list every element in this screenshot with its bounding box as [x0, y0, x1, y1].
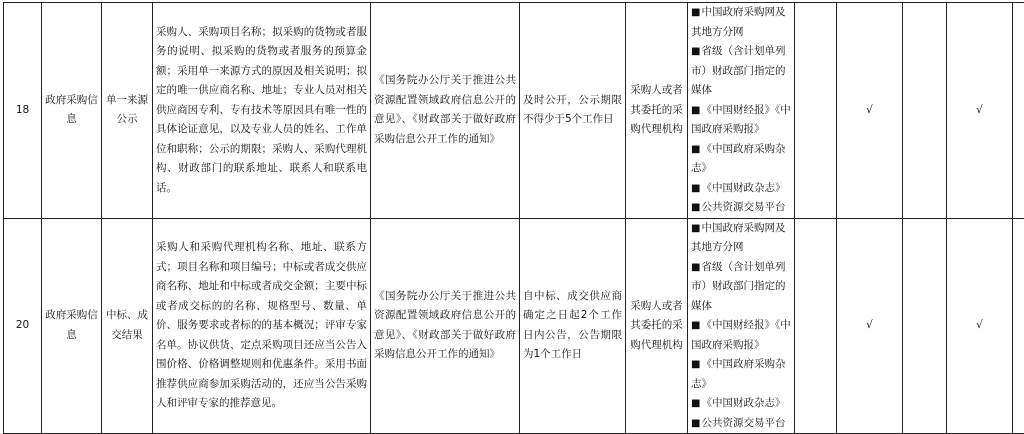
disclosure-channels [688, 3, 795, 219]
channel-item: ■中国政府采购网及其地方分网 [691, 219, 791, 258]
checkmark-cell: √ [837, 218, 903, 434]
channel-item: ■公共资源交易平台 [691, 198, 791, 218]
square-bullet-icon: ■ [691, 105, 700, 116]
scope-cell [903, 3, 947, 219]
info-item: 中标、成交结果 [102, 218, 153, 434]
square-bullet-icon: ■ [691, 183, 700, 194]
square-bullet-icon: ■ [691, 223, 700, 234]
channel-item: ■《中国政府采购杂志》 [691, 140, 791, 179]
square-bullet-icon: ■ [691, 144, 700, 155]
square-bullet-icon: ■ [691, 202, 700, 213]
table-row [4, 218, 1024, 434]
channel-item: ■中国政府采购网及其地方分网 [691, 3, 791, 42]
square-bullet-icon: ■ [691, 262, 700, 273]
row-number: 20 [4, 218, 42, 434]
checkmark-cell: √ [947, 3, 1013, 219]
disclosure-table [3, 2, 1024, 434]
scope-cell [795, 3, 837, 219]
disclosure-subject: 采购人或者其委托的采购代理机构 [626, 3, 688, 219]
info-item: 单一来源公示 [102, 3, 153, 219]
square-bullet-icon: ■ [691, 418, 700, 429]
disclosure-channels [688, 218, 795, 434]
channel-item: ■公共资源交易平台 [691, 414, 791, 434]
disclosure-basis: 《国务院办公厅关于推进公共资源配置领域政府信息公开的意见》、《财政部关于做好政府采购信息公开工作的通知》 [371, 3, 520, 219]
disclosure-content: 采购人和采购代理机构名称、地址、联系方式；项目名称和项目编号；中标或者成交供应商名称、地址和中标或者成交金额；主要中标或者成交标的的名称、规格型号、数量、单价、服务要求或者标的的基本概况；评审专家名单。协议供货、定点采购项目还应当公告入围价格、价格调整规则和优惠条件。采用书面推荐供应商参加采购活动的，还应当公告采购人和评审专家的推荐意见。 [153, 218, 371, 434]
checkmark-cell: √ [947, 218, 1013, 434]
square-bullet-icon: ■ [691, 46, 700, 57]
square-bullet-icon: ■ [691, 359, 700, 370]
square-bullet-icon: ■ [691, 320, 700, 331]
info-category: 政府采购信息 [42, 3, 102, 219]
channel-item: ■《中国财经报》《中国政府采购报》 [691, 316, 791, 355]
channel-item: ■《中国政府采购杂志》 [691, 355, 791, 394]
scope-cell [903, 218, 947, 434]
disclosure-content: 采购人、采购项目名称；拟采购的货物或者服务的说明、拟采购的货物或者服务的预算金额；采用单一来源方式的原因及相关说明；拟定的唯一供应商名称、地址；专业人员对相关供应商因专利、专有技术等原因具有唯一性的具体论证意见，以及专业人员的姓名、工作单位和职称；公示的期限；采购人、采购代理机构、财政部门的联系地址、联系人和联系电话。 [153, 3, 371, 219]
disclosure-deadline: 及时公开，公示期限不得少于5个工作日 [520, 3, 626, 219]
square-bullet-icon: ■ [691, 398, 700, 409]
scope-cell [795, 218, 837, 434]
info-category: 政府采购信息 [42, 218, 102, 434]
square-bullet-icon: ■ [691, 7, 700, 18]
scope-cell [1013, 218, 1024, 434]
table-row [4, 3, 1024, 219]
channel-item: ■省级（含计划单列市）财政部门指定的媒体 [691, 42, 791, 101]
channel-item: ■《中国财政杂志》 [691, 394, 791, 414]
checkmark-cell: √ [837, 3, 903, 219]
disclosure-basis: 《国务院办公厅关于推进公共资源配置领域政府信息公开的意见》、《财政部关于做好政府采购信息公开工作的通知》 [371, 218, 520, 434]
row-number: 18 [4, 3, 42, 219]
disclosure-subject: 采购人或者其委托的采购代理机构 [626, 218, 688, 434]
channel-item: ■《中国财政杂志》 [691, 179, 791, 199]
scope-cell [1013, 3, 1024, 219]
channel-item: ■省级（含计划单列市）财政部门指定的媒体 [691, 258, 791, 317]
disclosure-deadline: 自中标、成交供应商确定之日起2个工作日内公告，公告期限为1个工作日 [520, 218, 626, 434]
channel-item: ■《中国财经报》《中国政府采购报》 [691, 101, 791, 140]
